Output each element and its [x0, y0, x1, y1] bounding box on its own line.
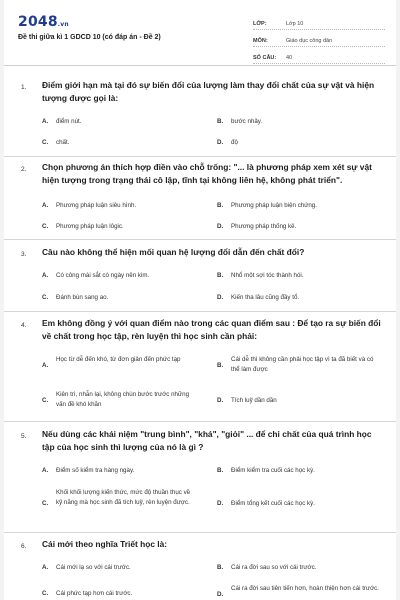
option-letter: C. — [42, 223, 49, 230]
option-letter: B. — [217, 362, 224, 369]
option-text: Phương pháp luận lôgic. — [56, 223, 124, 230]
option-text: Cái dễ thì không cần phải học tập vì ta đã biết và có thể làm được — [231, 356, 374, 373]
option-letter: A. — [42, 362, 49, 369]
option-text: Cái mới lạ so với cái trước. — [56, 564, 131, 571]
option-letter: B. — [217, 118, 224, 125]
meta-value: Lớp 10 — [286, 21, 304, 27]
question-divider — [4, 311, 396, 312]
option-letter: D. — [217, 139, 224, 146]
meta-key: MÔN: — [253, 38, 268, 44]
option-text: Phương pháp luận biện chứng. — [231, 202, 317, 209]
option-text: độ — [231, 139, 238, 146]
option-text: Nhổ một sợi tóc thành hói. — [231, 272, 304, 279]
site-logo[interactable] — [18, 14, 69, 30]
option-text: Cái ra đời sau tiên tiến hơn, hoàn thiện hơn cái trước. — [231, 585, 379, 592]
option-text: bước nhảy. — [231, 118, 263, 125]
option-letter: D. — [217, 591, 224, 598]
option-text: chất. — [56, 139, 70, 146]
option-text: Cái ra đời sau so với cái trước. — [231, 564, 317, 571]
option-text: Kiến tha lâu cũng đầy tổ. — [231, 294, 300, 301]
exam-page — [4, 0, 396, 600]
option-letter: D. — [217, 223, 224, 230]
question-number: 6. — [21, 543, 27, 550]
meta-key: LỚP: — [253, 21, 267, 27]
option-text: Cái phức tạp hơn cái trước. — [56, 590, 133, 597]
option-letter: C. — [42, 590, 49, 597]
option-text: Phương pháp luận siêu hình. — [56, 202, 137, 209]
option-letter: B. — [217, 467, 224, 474]
meta-row-count — [253, 50, 385, 64]
option-letter: D. — [217, 397, 224, 404]
logo-suffix: .vn — [57, 21, 69, 28]
exam-title: Đề thi giữa kì 1 GDCD 10 (có đáp án - Đề 2) — [18, 34, 161, 41]
question-number: 4. — [21, 322, 27, 329]
question-text: Nếu dùng các khái niệm "trung bình", "khá", "giỏi" ... để chỉ chất của quá trình học tập của học sinh thì lượng của nó là gì ? — [42, 429, 372, 452]
meta-value: 40 — [286, 55, 293, 61]
question-text: Em không đồng ý với quan điểm nào trong các quan điểm sau : Để tạo ra sự biến đổi về chất trong học tập, rèn luyện thì học sinh cần phải: — [42, 318, 381, 341]
exam-header — [4, 0, 396, 66]
question-number: 1. — [21, 84, 27, 91]
question-number: 3. — [21, 251, 27, 258]
option-text: Điểm kiểm tra cuối các học kỳ. — [231, 467, 315, 474]
question-text: Điểm giới hạn mà tại đó sự biến đổi của lượng làm thay đổi chất của sự vật và hiện tượng được gọi là: — [42, 80, 375, 103]
option-text: Khối khối lượng kiến thức, mức độ thuần thục về kỹ năng mà học sinh đã tích luỹ, rèn luyện được. — [56, 489, 191, 506]
option-letter: C. — [42, 500, 49, 507]
option-letter: C. — [42, 397, 49, 404]
option-letter: A. — [42, 467, 49, 474]
meta-row-class — [253, 16, 385, 30]
option-text: Tích luỹ dần dần — [231, 397, 277, 404]
option-letter: B. — [217, 564, 224, 571]
question-number: 5. — [21, 433, 27, 440]
option-text: Phương pháp thống kê. — [231, 223, 297, 230]
question-divider — [4, 239, 396, 240]
option-letter: B. — [217, 202, 224, 209]
option-text: Học từ dễ đến khó, từ đơn giản đến phức tạp — [56, 356, 181, 363]
option-letter: C. — [42, 139, 49, 146]
option-letter: B. — [217, 272, 224, 279]
meta-value: Giáo dục công dân — [286, 38, 333, 44]
option-text: Đánh bùn sang ao. — [56, 294, 109, 301]
option-letter: A. — [42, 564, 49, 571]
question-divider — [4, 156, 396, 157]
option-text: Kiên trì, nhẫn lại, không chùn bước trước những vấn đề khó khăn — [56, 391, 190, 408]
question-text: Cái mới theo nghĩa Triết học là: — [42, 539, 168, 549]
question-text: Chọn phương án thích hợp điền vào chỗ trống: "... là phương pháp xem xét sự vật hiện tượng trong trạng thái cô lập, tĩnh tại không liên hệ, không phát triển". — [42, 162, 372, 185]
question-text: Câu nào không thể hiện mối quan hệ lượng đổi dẫn đến chất đổi? — [42, 247, 305, 257]
option-text: điểm nút. — [56, 118, 82, 125]
logo-text: 2048 — [18, 14, 58, 30]
option-text: Có công mài sắt có ngày nên kim. — [56, 272, 150, 279]
option-letter: D. — [217, 294, 224, 301]
meta-key: SỐ CÂU: — [253, 55, 277, 61]
question-divider — [4, 532, 396, 533]
option-text: Điểm số kiểm tra hàng ngày. — [56, 467, 135, 474]
option-letter: D. — [217, 500, 224, 507]
exam-meta — [253, 16, 385, 67]
option-letter: A. — [42, 118, 49, 125]
meta-row-subject — [253, 33, 385, 47]
option-text: Điểm tổng kết cuối các học kỳ. — [231, 500, 315, 507]
question-divider — [4, 421, 396, 422]
question-number: 2. — [21, 166, 27, 173]
option-letter: A. — [42, 272, 49, 279]
option-letter: C. — [42, 294, 49, 301]
option-letter: A. — [42, 202, 49, 209]
